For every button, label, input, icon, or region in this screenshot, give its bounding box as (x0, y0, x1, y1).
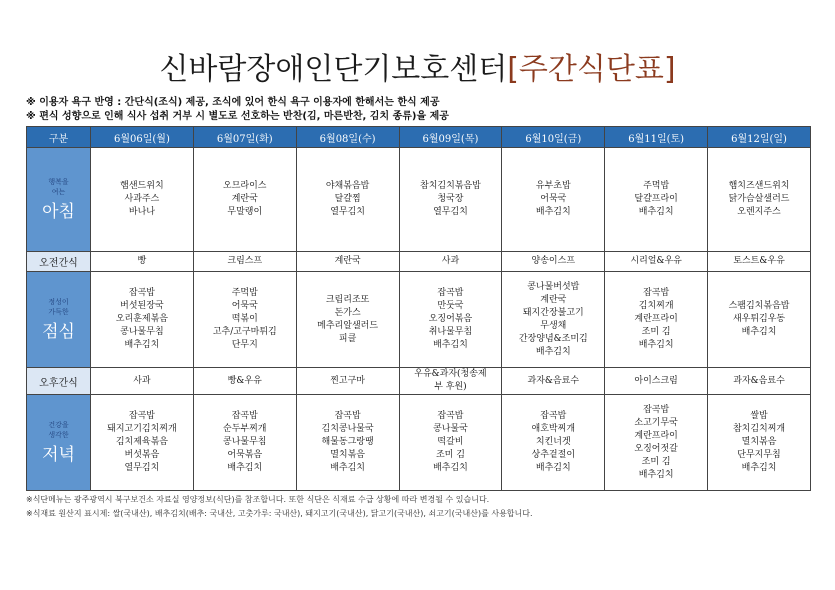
day-header: 6월09일(목) (399, 127, 502, 148)
day-header: 6월10일(금) (502, 127, 605, 148)
title-bracket: [주간식단표] (507, 52, 676, 87)
meal-label-title: 아침 (42, 202, 75, 222)
menu-cell: 크림리조또 돈가스 메추리알샐러드 피클 (296, 272, 399, 368)
meal-label (27, 395, 91, 491)
menu-cell: 양송이스프 (502, 252, 605, 272)
menu-cell: 햄샌드위치 사과주스 바나나 (91, 148, 194, 252)
menu-cell: 쌀밥 참치김치찌개 멸치볶음 단무지무침 배추김치 (708, 395, 811, 491)
meal-label-title: 저녁 (42, 445, 75, 465)
snack-label: 오후간식 (27, 368, 91, 395)
menu-table (26, 126, 811, 491)
menu-cell: 잡곡밥 애호박찌개 치킨너겟 상추겉절이 배추김치 (502, 395, 605, 491)
menu-cell: 잡곡밥 버섯된장국 오리훈제볶음 콩나물무침 배추김치 (91, 272, 194, 368)
menu-cell: 과자&음료수 (502, 368, 605, 395)
menu-cell: 잡곡밥 소고기무국 계란프라이 오징어젓갈 조미 김 배추김치 (605, 395, 708, 491)
menu-cell: 잡곡밥 돼지고기김치찌개 김치제육볶음 버섯볶음 열무김치 (91, 395, 194, 491)
footnote: ※식단메뉴는 광주광역시 북구보건소 자료실 영양정보(식단)를 참조합니다. 또한 식단은 식재료 수급 상황에 따라 변경될 수 있습니다. (26, 495, 490, 504)
menu-cell: 크림스프 (193, 252, 296, 272)
menu-cell: 토스트&우유 (708, 252, 811, 272)
menu-cell: 잡곡밥 순두부찌개 콩나물무침 어묵볶음 배추김치 (193, 395, 296, 491)
menu-cell: 아이스크림 (605, 368, 708, 395)
footnote: ※식재료 원산지 표시제: 쌀(국내산), 배추김치(배추: 국내산, 고춧가루: 국내산), 돼지고기(국내산), 닭고기(국내산), 쇠고기(국내산)를 사용합니다. (26, 509, 533, 518)
menu-cell: 사과 (399, 252, 502, 272)
menu-cell: 햄치즈샌드위치 닭가슴살샐러드 오렌지주스 (708, 148, 811, 252)
menu-cell: 계란국 (296, 252, 399, 272)
meal-row (27, 252, 811, 272)
menu-cell: 유부초밥 어묵국 배추김치 (502, 148, 605, 252)
day-header: 6월06일(월) (91, 127, 194, 148)
menu-cell: 찐고구마 (296, 368, 399, 395)
snack-label: 오전간식 (27, 252, 91, 272)
header-row (27, 127, 811, 148)
meal-label-caption: 건강을 생각한 (48, 421, 69, 439)
page-title (0, 44, 835, 88)
center-name: 신바람장애인단기보호센터 (159, 52, 508, 87)
meal-row (27, 272, 811, 368)
menu-cell: 야채볶음밥 달걀찜 열무김치 (296, 148, 399, 252)
menu-cell: 잡곡밥 콩나물국 떡갈비 조미 김 배추김치 (399, 395, 502, 491)
notes (26, 96, 449, 124)
meal-label-caption: 정성이 가득한 (48, 298, 69, 316)
menu-cell: 스팸김치볶음밥 새우튀김우동 배추김치 (708, 272, 811, 368)
meal-label (27, 272, 91, 368)
menu-cell: 우유&과자(청송제 부 후원) (399, 368, 502, 395)
meal-label-caption: 행복을 여는 (48, 178, 69, 196)
meal-row (27, 368, 811, 395)
meal-label (27, 148, 91, 252)
menu-cell: 시리얼&우유 (605, 252, 708, 272)
menu-cell: 빵&우유 (193, 368, 296, 395)
menu-cell: 잡곡밥 김치찌개 계란프라이 조미 김 배추김치 (605, 272, 708, 368)
meal-row (27, 395, 811, 491)
day-header: 6월11일(토) (605, 127, 708, 148)
day-header: 6월07일(화) (193, 127, 296, 148)
note-line: ※ 이용자 욕구 반영 : 간단식(조식) 제공, 조식에 있어 한식 욕구 이용자에 한해서는 한식 제공 (26, 97, 440, 108)
menu-cell: 참치김치볶음밥 청국장 열무김치 (399, 148, 502, 252)
menu-cell: 주먹밥 달걀프라이 배추김치 (605, 148, 708, 252)
menu-cell: 사과 (91, 368, 194, 395)
menu-cell: 빵 (91, 252, 194, 272)
menu-cell: 콩나물버섯밥 계란국 돼지간장불고기 무생채 간장양념&조미김 배추김치 (502, 272, 605, 368)
menu-cell: 잡곡밥 김치콩나물국 해물동그랑땡 멸치볶음 배추김치 (296, 395, 399, 491)
meal-label-title: 점심 (42, 322, 75, 342)
day-header: 6월12일(일) (708, 127, 811, 148)
meal-row (27, 148, 811, 252)
day-header: 6월08일(수) (296, 127, 399, 148)
note-line: ※ 편식 성향으로 인해 식사 섭취 거부 시 별도로 선호하는 반찬(김, 마른반찬, 김치 종류)을 제공 (26, 111, 449, 122)
menu-cell: 잡곡밥 만둣국 오징어볶음 취나물무침 배추김치 (399, 272, 502, 368)
menu-cell: 과자&음료수 (708, 368, 811, 395)
menu-cell: 오므라이스 계란국 무말랭이 (193, 148, 296, 252)
corner-header: 구분 (27, 127, 91, 148)
menu-cell: 주먹밥 어묵국 떡볶이 고추/고구마튀김 단무지 (193, 272, 296, 368)
